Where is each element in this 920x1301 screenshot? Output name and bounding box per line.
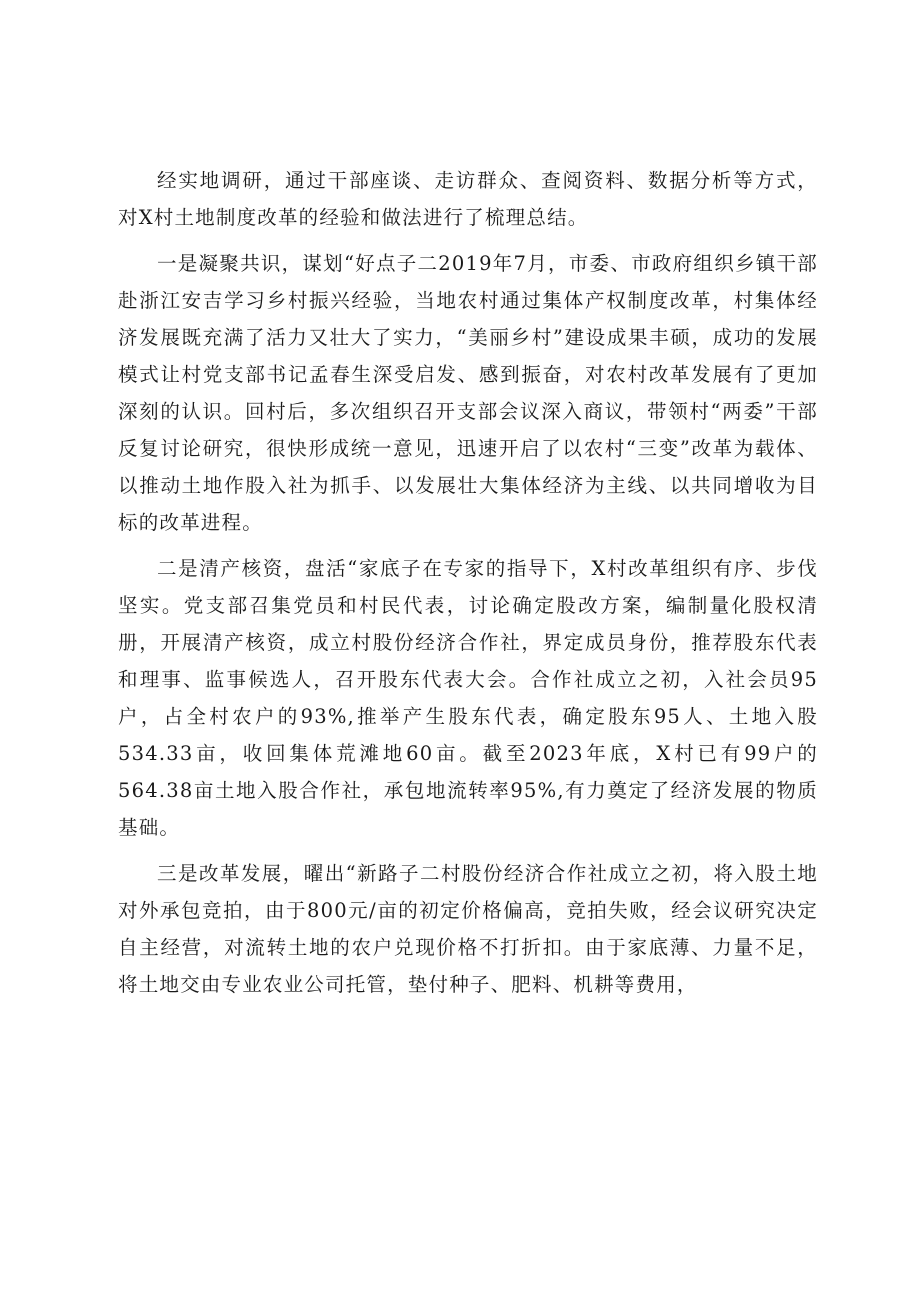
paragraph-asset-audit: 二是清产核资，盘活“家底子在专家的指导下，X村改革组织有序、步伐坚实。党支部召集党员和村民代表，讨论确定股改方案，编制量化股权清册，开展清产核资，成立村股份经济合作社，界定成员身份，推荐股东代表和理事、监事候选人，召开股东代表大会。合作社成立之初，入社会员95户，占全村农户的93%,推举产生股东代表，确定股东95人、土地入股534.33亩，收回集体荒滩地60亩。截至2023年底，X村已有99户的564.38亩土地入股合作社，承包地流转率95%,有力奠定了经济发展的物质基础。: [118, 557, 818, 839]
paragraph-consensus: 一是凝聚共识，谋划“好点子二2019年7月，市委、市政府组织乡镇干部赴浙江安吉学习乡村振兴经验，当地农村通过集体产权制度改革，村集体经济发展既充满了活力又壮大了实力，“美丽乡村”建设成果丰硕，成功的发展模式让村党支部书记孟春生深受启发、感到振奋，对农村改革发展有了更加深刻的认识。回村后，多次组织召开支部会议深入商议，带领村“两委”干部反复讨论研究，很快形成统一意见，迅速开启了以农村“三变”改革为载体、以推动土地作股入社为抓手、以发展壮大集体经济为主线、以共同增收为目标的改革进程。: [118, 252, 818, 534]
document-body: [118, 162, 818, 1003]
paragraph-reform-development: 三是改革发展，曜出“新路子二村股份经济合作社成立之初，将入股土地对外承包竞拍，由于800元/亩的初定价格偏高，竞拍失败，经会议研究决定自主经营，对流转土地的农户兑现价格不打折扣。由于家底薄、力量不足，将土地交由专业农业公司托管，垫付种子、肥料、机耕等费用，: [118, 862, 818, 996]
paragraph-intro: 经实地调研，通过干部座谈、走访群众、查阅资料、数据分析等方式，对X村土地制度改革的经验和做法进行了梳理总结。: [118, 169, 818, 229]
